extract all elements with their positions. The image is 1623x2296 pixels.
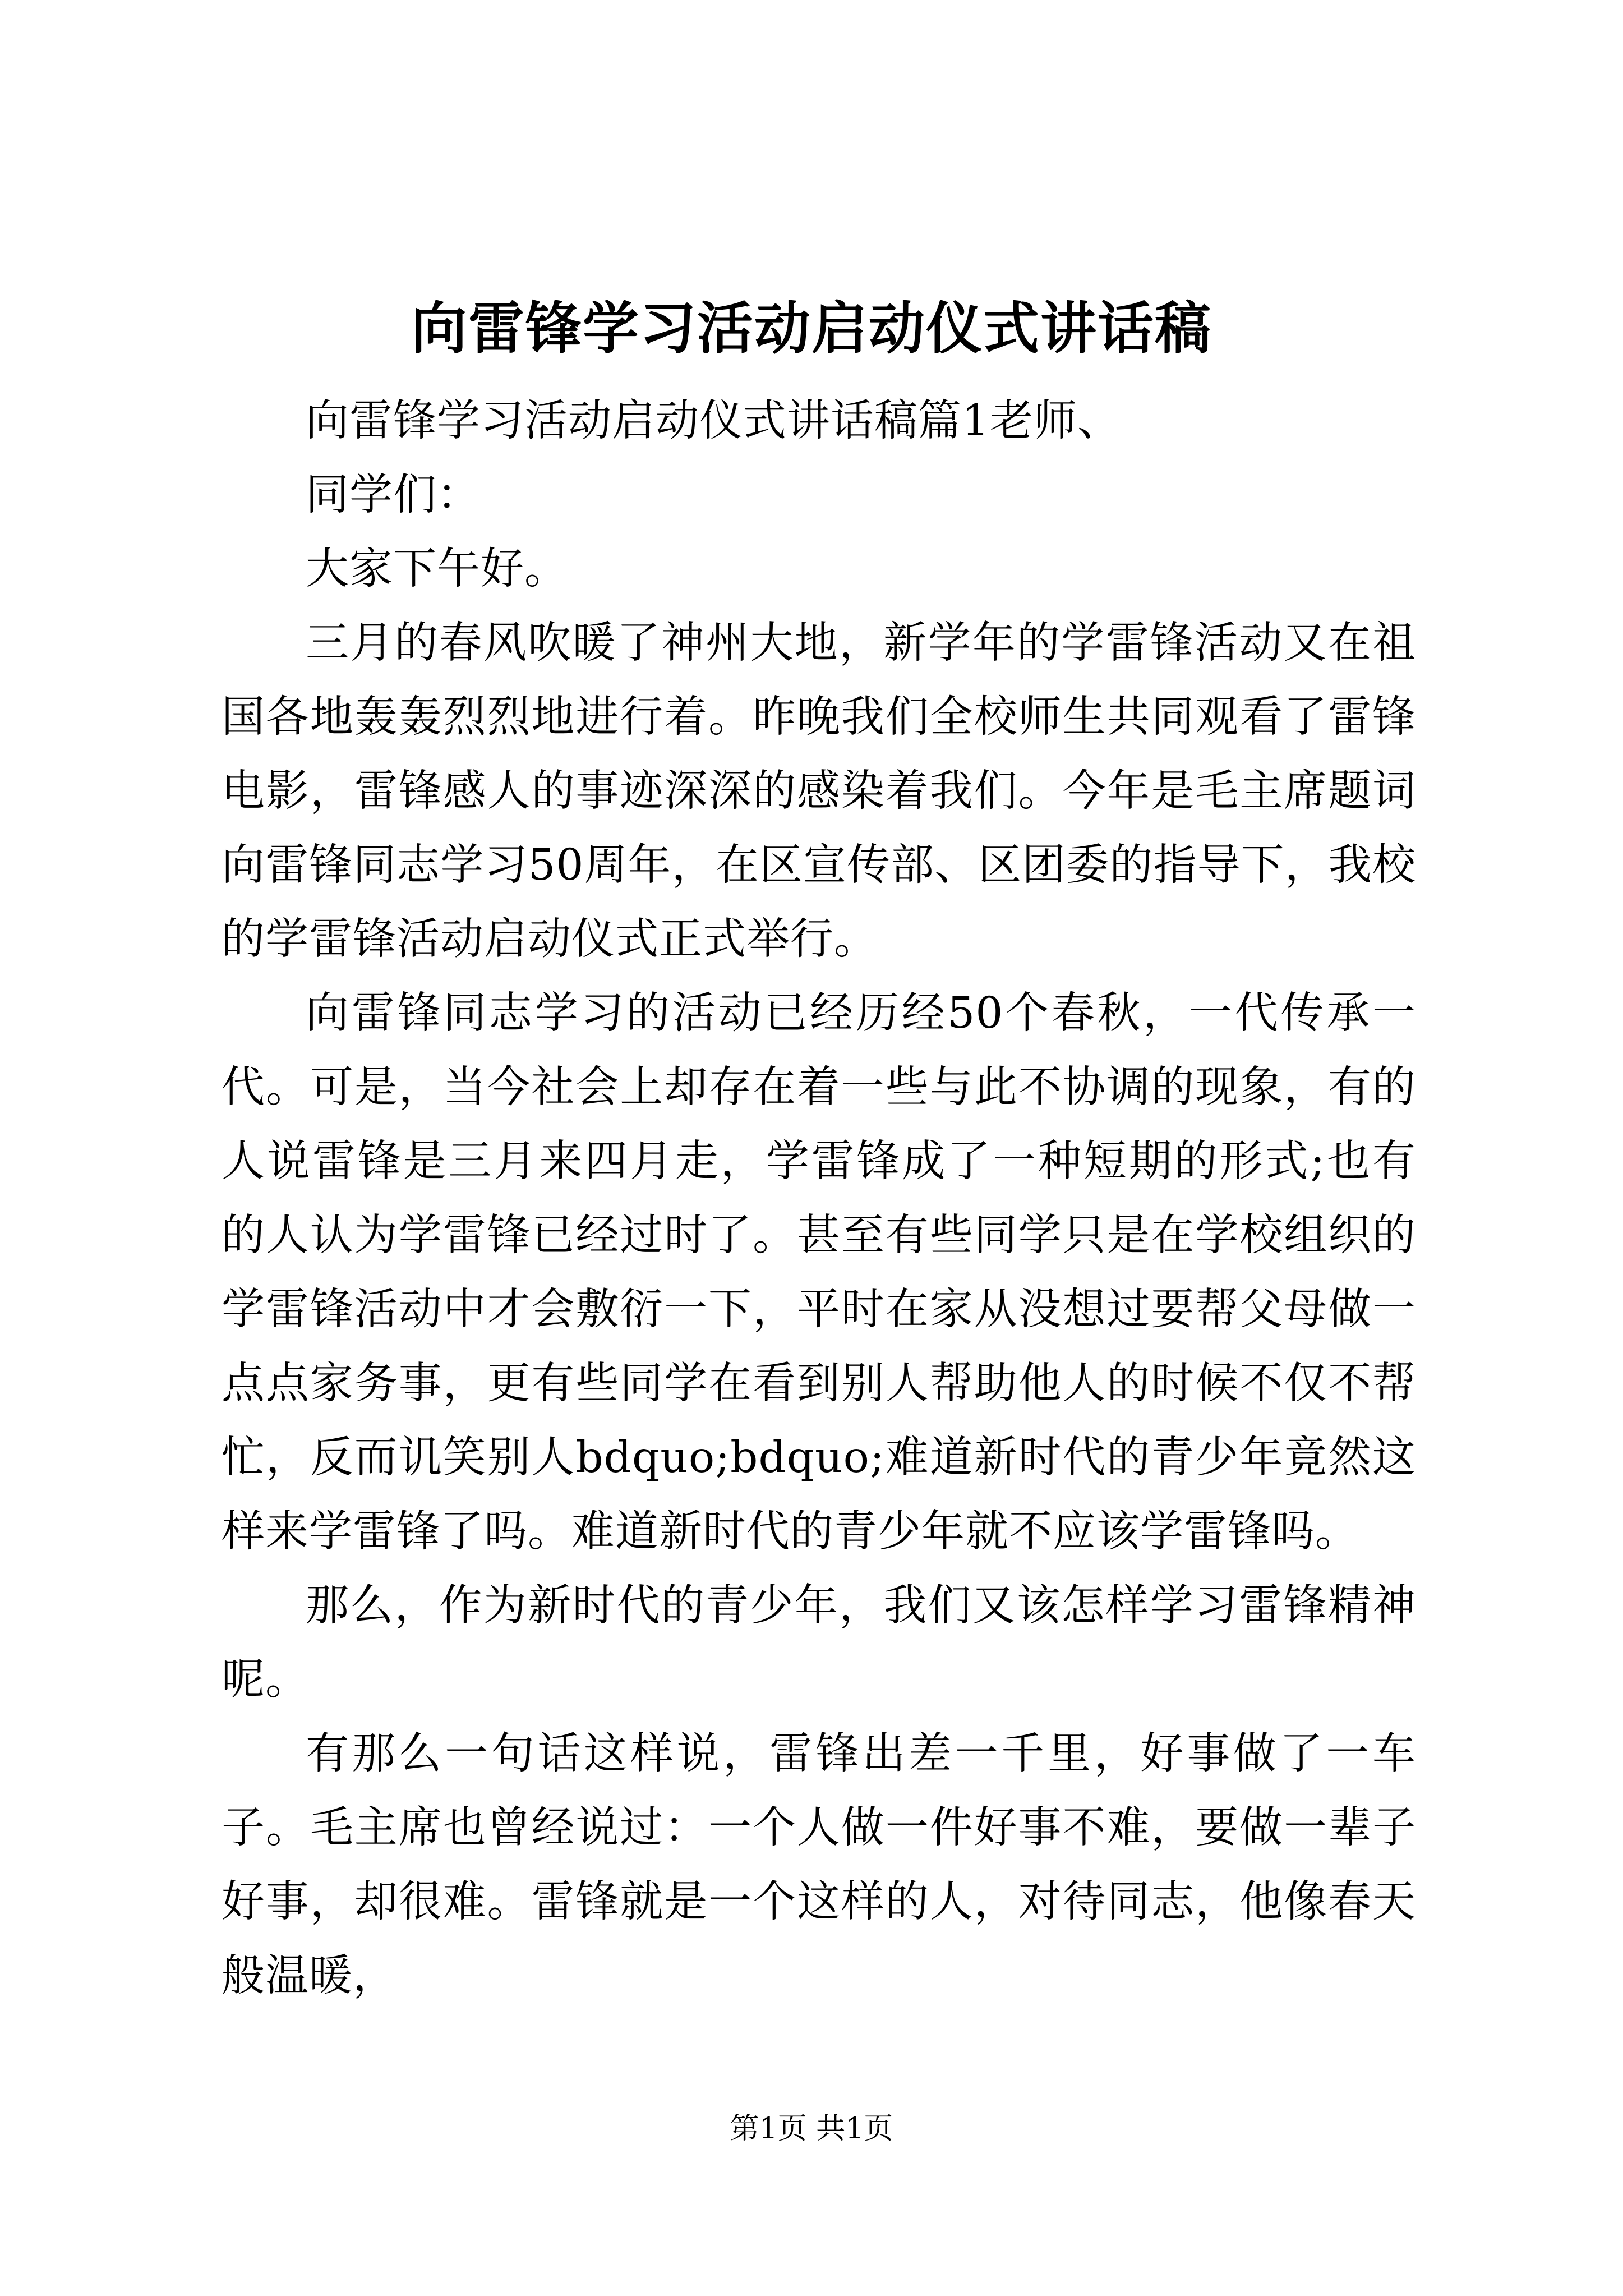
paragraph-1: 向雷锋学习活动启动仪式讲话稿篇1老师、 [306,396,1121,446]
page-footer: 第1页 共1页 [730,2112,893,2146]
paragraph-4: 三月的春风吹暖了神州大地，新学年的学雷锋活动又在祖国各地轰轰烈烈地进行着。昨晚我们全校师生共同观看了雷锋电影，雷锋感人的事迹深深的感染着我们。今年是毛主席题词向雷锋同志学习50周年，在区宣传部、区团委的指导下，我校的学雷锋活动启动仪式正式举行。 [222,618,1416,964]
paragraph-5: 向雷锋同志学习的活动已经历经50个春秋，一代传承一代。可是，当今社会上却存在着一些与此不协调的现象，有的人说雷锋是三月来四月走，学雷锋成了一种短期的形式;也有的人认为学雷锋已经过时了。甚至有些同学只是在学校组织的学雷锋活动中才会敷衍一下，平时在家从没想过要帮父母做一点点家务事，更有些同学在看到别人帮助他人的时候不仅不帮忙，反而讥笑别人bdquo;bdquo;难道新时代的青少年竟然这样来学雷锋了吗。难道新时代的青少年就不应该学雷锋吗。 [222,988,1416,1557]
paragraph-7: 有那么一句话这样说，雷锋出差一千里，好事做了一车子。毛主席也曾经说过：一个人做一件好事不难，要做一辈子好事，却很难。雷锋就是一个这样的人，对待同志，他像春天般温暖， [222,1729,1416,2001]
paragraph-3: 大家下午好。 [306,544,568,594]
paragraph-6: 那么，作为新时代的青少年，我们又该怎样学习雷锋精神呢。 [222,1581,1416,1705]
paragraph-2: 同学们： [306,470,481,520]
document-body [222,384,1416,2013]
document-title: 向雷锋学习活动启动仪式讲话稿 [411,295,1212,361]
